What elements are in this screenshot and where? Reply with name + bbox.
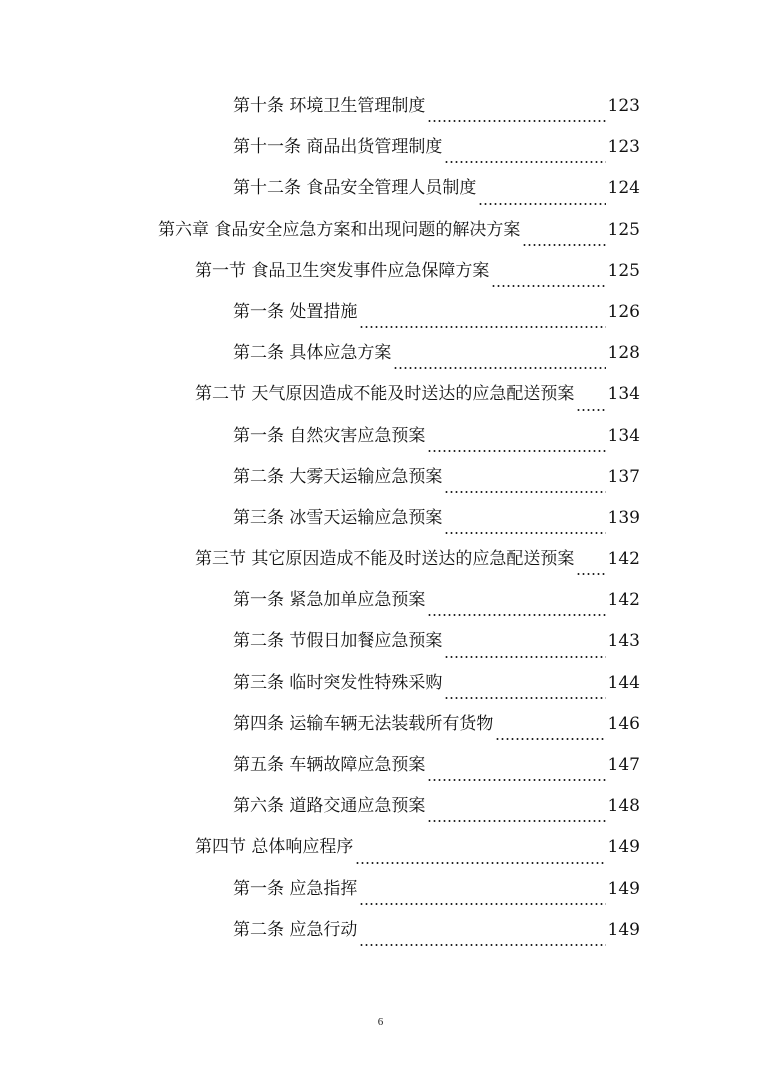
toc-entry-label: 第三条 临时突发性特殊采购 [233,672,443,693]
toc-entry-label: 第四节 总体响应程序 [195,837,354,858]
toc-entry-page: 126 [607,301,640,322]
dot-leader [522,223,605,251]
toc-entry-page: 149 [607,837,640,858]
toc-entry-label: 第一条 处置措施 [233,301,358,322]
toc-entry-label: 第二条 应急行动 [233,919,358,940]
toc-entry-page: 123 [607,137,640,158]
toc-entry-label: 第一条 应急指挥 [233,878,358,899]
toc-entry[interactable] [0,457,640,498]
toc-entry-label: 第一条 自然灾害应急预案 [233,425,426,446]
toc-entry[interactable] [0,704,640,745]
toc-entry-page: 137 [607,466,640,487]
toc-entry[interactable] [0,745,640,786]
toc-entry[interactable] [0,292,640,333]
dot-leader [427,799,605,827]
dot-leader [478,182,605,210]
toc-entry-label: 第十二条 食品安全管理人员制度 [233,178,477,199]
toc-entry-page: 124 [607,178,640,199]
toc-entry[interactable] [0,251,640,292]
toc-entry-page: 149 [607,919,640,940]
toc-entry-page: 149 [607,878,640,899]
toc-entry-label: 第三条 冰雪天运输应急预案 [233,507,443,528]
toc-entry-label: 第二节 天气原因造成不能及时送达的应急配送预案 [195,384,575,405]
dot-leader [491,264,605,292]
toc-entry[interactable] [0,86,640,127]
toc-entry[interactable] [0,910,640,951]
toc-entry[interactable] [0,869,640,910]
toc-entry[interactable] [0,786,640,827]
dot-leader [393,346,605,374]
table-of-contents [0,86,761,951]
dot-leader [495,717,605,745]
toc-entry[interactable] [0,168,640,209]
dot-leader [427,593,605,621]
dot-leader [355,841,605,869]
toc-entry[interactable] [0,374,640,415]
toc-entry[interactable] [0,416,640,457]
dot-leader [359,305,605,333]
toc-entry-page: 134 [607,384,640,405]
toc-entry-page: 143 [607,631,640,652]
toc-entry-page: 146 [607,713,640,734]
toc-entry-label: 第一条 紧急加单应急预案 [233,590,426,611]
toc-entry-label: 第五条 车辆故障应急预案 [233,755,426,775]
dot-leader [427,758,605,786]
toc-entry-page: 142 [607,590,640,611]
toc-entry-page: 125 [607,260,640,281]
toc-entry-label: 第六章 食品安全应急方案和出现问题的解决方案 [158,219,521,240]
toc-entry[interactable] [0,663,640,704]
toc-entry-label: 第十一条 商品出货管理制度 [233,137,443,158]
dot-leader [444,676,605,704]
toc-entry-label: 第三节 其它原因造成不能及时送达的应急配送预案 [195,549,575,570]
dot-leader [427,429,605,457]
toc-entry-label: 第六条 道路交通应急预案 [233,796,426,817]
toc-entry[interactable] [0,539,640,580]
toc-entry-page: 125 [607,219,640,240]
toc-entry-page: 134 [607,425,640,446]
dot-leader [444,511,605,539]
toc-entry-label: 第十条 环境卫生管理制度 [233,96,426,116]
toc-entry-label: 第四条 运输车辆无法装载所有货物 [233,713,494,734]
page-number: 6 [377,1016,384,1028]
toc-entry[interactable] [0,827,640,868]
toc-entry-label: 第二条 具体应急方案 [233,343,392,364]
toc-entry-label: 第二条 节假日加餐应急预案 [233,631,443,652]
toc-entry-page: 139 [607,507,640,528]
dot-leader [444,140,605,168]
toc-entry-label: 第一节 食品卫生突发事件应急保障方案 [195,260,490,281]
toc-entry[interactable] [0,621,640,662]
toc-entry-page: 128 [607,343,640,364]
toc-entry-page: 148 [607,796,640,817]
dot-leader [427,99,605,127]
toc-entry-page: 147 [607,755,640,775]
toc-entry[interactable] [0,333,640,374]
toc-entry[interactable] [0,580,640,621]
toc-entry[interactable] [0,127,640,168]
dot-leader [359,882,605,910]
dot-leader [576,552,605,580]
toc-entry-page: 123 [607,96,640,116]
dot-leader [576,388,605,416]
toc-entry[interactable] [0,498,640,539]
dot-leader [444,635,605,663]
toc-entry[interactable] [0,210,640,251]
toc-entry-page: 142 [607,549,640,570]
toc-entry-label: 第二条 大雾天运输应急预案 [233,466,443,487]
dot-leader [359,923,605,951]
dot-leader [444,470,605,498]
toc-entry-page: 144 [607,672,640,693]
